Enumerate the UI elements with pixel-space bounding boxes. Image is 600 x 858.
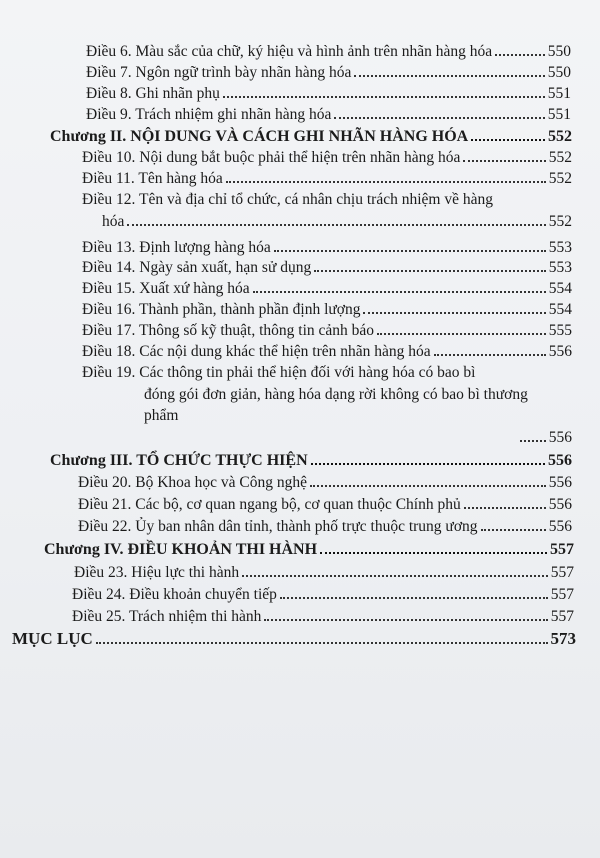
toc-entry-label: Điều 11. Tên hàng hóa <box>82 170 223 187</box>
toc-entry-label: Điều 22. Ủy ban nhân dân tỉnh, thành phố trực thuộc trung ương <box>78 518 478 535</box>
toc-entry <box>82 300 572 319</box>
toc-chapter-label: Chương II. NỘI DUNG VÀ CÁCH GHI NHÃN HÀNG HÓA <box>50 128 469 145</box>
toc-entry-label: Điều 16. Thành phần, thành phần định lượng <box>82 301 361 318</box>
toc-chapter <box>50 451 572 470</box>
dot-leader <box>464 495 546 509</box>
toc-entry-page: 553 <box>548 239 572 256</box>
toc-chapter-page: 552 <box>548 128 572 145</box>
dot-leader <box>127 212 545 226</box>
toc-entry <box>82 148 572 167</box>
toc-entry <box>72 607 574 626</box>
toc-entry-page: 552 <box>548 170 572 187</box>
toc-entry-page: 556 <box>548 474 572 491</box>
toc-index <box>12 630 576 648</box>
toc-chapter-page: 557 <box>550 541 574 558</box>
toc-entry-page: 557 <box>550 586 574 603</box>
toc-entry-label: Điều 8. Ghi nhãn phụ <box>86 85 220 102</box>
toc-entry-page: 554 <box>548 301 572 318</box>
dot-leader <box>377 321 546 335</box>
toc-entry <box>102 212 572 231</box>
toc-entry <box>82 169 572 188</box>
toc-entry-label: Điều 9. Trách nhiệm ghi nhãn hàng hóa <box>86 106 332 123</box>
toc-entry <box>82 258 572 277</box>
toc-entry-page: 556 <box>548 518 572 535</box>
toc-chapter-label: Chương IV. ĐIỀU KHOẢN THI HÀNH <box>44 541 318 558</box>
toc-entry <box>82 321 572 340</box>
toc-entry-label: Điều 23. Hiệu lực thi hành <box>74 564 240 581</box>
toc-entry-label: Điều 15. Xuất xứ hàng hóa <box>82 280 250 297</box>
dot-leader <box>96 630 548 644</box>
toc-entry-label: Điều 18. Các nội dung khác thể hiện trên nhãn hàng hóa <box>82 343 431 360</box>
toc-entry <box>86 105 571 124</box>
toc-chapter-label: Chương III. TỔ CHỨC THỰC HIỆN <box>50 452 308 469</box>
toc-entry-label: Điều 6. Màu sắc của chữ, ký hiệu và hình ảnh trên nhãn hàng hóa <box>86 43 493 60</box>
toc-entry-label-cont: phẩm <box>144 407 179 424</box>
toc-entry-label: Điều 13. Định lượng hàng hóa <box>82 239 271 256</box>
toc-entry-label: Điều 20. Bộ Khoa học và Công nghệ <box>78 474 308 491</box>
toc-entry-page: 550 <box>547 64 571 81</box>
toc-entry <box>78 517 572 536</box>
toc-entry-page: 557 <box>550 608 574 625</box>
toc-entry-page: 556 <box>548 496 572 513</box>
dot-leader <box>463 148 545 162</box>
dot-leader <box>242 563 548 577</box>
show-through-text <box>160 640 600 840</box>
toc-entry-page: 552 <box>548 149 572 166</box>
toc-entry-page: 556 <box>548 429 572 446</box>
dot-leader <box>481 517 546 531</box>
toc-entry <box>82 279 572 298</box>
toc-chapter <box>44 540 574 559</box>
toc-entry <box>520 428 572 447</box>
toc-entry <box>86 42 571 61</box>
dot-leader <box>495 42 545 56</box>
toc-entry <box>78 495 572 514</box>
dot-leader <box>264 607 547 621</box>
dot-leader <box>334 105 544 119</box>
toc-entry-label-cont: đóng gói đơn giản, hàng hóa dạng rời không có bao bì thương <box>144 386 528 403</box>
toc-entry-label: Điều 14. Ngày sản xuất, hạn sử dụng <box>82 259 312 276</box>
dot-leader <box>520 428 546 442</box>
dot-leader <box>311 451 545 465</box>
toc-entry-label: Điều 12. Tên và địa chỉ tổ chức, cá nhân chịu trách nhiệm về hàng <box>82 191 493 208</box>
toc-entry-page: 557 <box>550 564 574 581</box>
toc-entry <box>86 84 571 103</box>
toc-entry-label: Điều 21. Các bộ, cơ quan ngang bộ, cơ quan thuộc Chính phủ <box>78 496 461 513</box>
toc-entry-page: 554 <box>548 280 572 297</box>
dot-leader <box>274 238 546 252</box>
dot-leader <box>223 84 545 98</box>
toc-entry <box>74 563 574 582</box>
toc-entry-page: 553 <box>548 259 572 276</box>
dot-leader <box>314 258 546 272</box>
toc-entry-page: 552 <box>548 213 572 230</box>
toc-chapter-page: 556 <box>548 452 572 469</box>
toc-entry <box>82 238 572 257</box>
dot-leader <box>363 300 545 314</box>
toc-entry <box>86 63 571 82</box>
dot-leader <box>471 127 545 141</box>
toc-chapter <box>50 127 572 146</box>
dot-leader <box>280 585 548 599</box>
toc-entry-page: 555 <box>548 322 572 339</box>
toc-entry-page: 550 <box>547 43 571 60</box>
toc-entry-label-cont: hóa <box>102 213 125 230</box>
dot-leader <box>226 169 546 183</box>
toc-entry-label: Điều 10. Nội dung bắt buộc phải thể hiện trên nhãn hàng hóa <box>82 149 461 166</box>
dot-leader <box>434 342 546 356</box>
dot-leader <box>320 540 547 554</box>
toc-entry-label: Điều 25. Trách nhiệm thi hành <box>72 608 262 625</box>
dot-leader <box>354 63 544 77</box>
toc-entry <box>78 473 572 492</box>
toc-entry <box>72 585 574 604</box>
toc-entry-page: 551 <box>547 106 571 123</box>
toc-entry-label: Điều 24. Điều khoản chuyển tiếp <box>72 586 277 603</box>
toc-entry-label: Điều 7. Ngôn ngữ trình bày nhãn hàng hóa <box>86 64 352 81</box>
toc-index-page: 573 <box>550 629 576 648</box>
toc-index-label: MỤC LỤC <box>12 629 93 648</box>
toc-entry-page: 551 <box>547 85 571 102</box>
toc-entry-label: Điều 19. Các thông tin phải thể hiện đối với hàng hóa có bao bì <box>82 364 476 381</box>
toc-entry-page: 556 <box>548 343 572 360</box>
dot-leader <box>310 473 546 487</box>
toc-entry-label: Điều 17. Thông số kỹ thuật, thông tin cảnh báo <box>82 322 375 339</box>
dot-leader <box>253 279 546 293</box>
toc-entry <box>82 342 572 361</box>
